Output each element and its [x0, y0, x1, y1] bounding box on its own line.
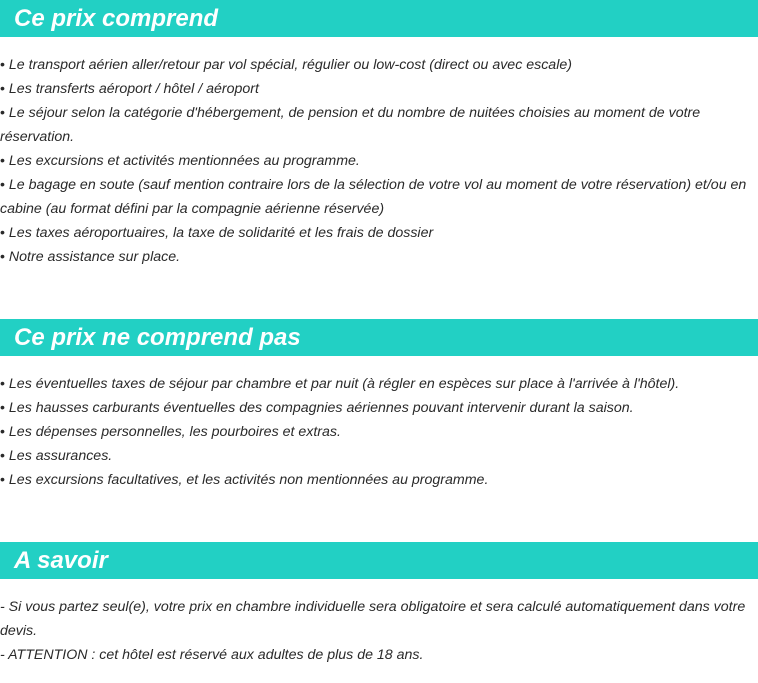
list-item: • Les transferts aéroport / hôtel / aéroport: [0, 81, 259, 97]
list-item: • Les taxes aéroportuaires, la taxe de solidarité et les frais de dossier: [0, 225, 434, 241]
section-included: [0, 0, 758, 269]
included-list: [0, 53, 758, 269]
section-heading-not-included: Ce prix ne comprend pas: [0, 319, 758, 356]
list-item: • Le transport aérien aller/retour par vol spécial, régulier ou low-cost (direct ou avec escale): [0, 57, 572, 73]
list-item: - ATTENTION : cet hôtel est réservé aux adultes de plus de 18 ans.: [0, 647, 424, 663]
bullet-icon: •: [0, 225, 5, 241]
list-item: • Les assurances.: [0, 448, 113, 464]
list-item: • Les hausses carburants éventuelles des compagnies aériennes pouvant intervenir durant la saison.: [0, 400, 634, 416]
not-included-list: [0, 372, 758, 492]
bullet-icon: •: [0, 105, 5, 121]
section-heading-included: Ce prix comprend: [0, 0, 758, 37]
list-item: • Les excursions facultatives, et les activités non mentionnées au programme.: [0, 472, 489, 488]
list-item: • Le séjour selon la catégorie d'hébergement, de pension et du nombre de nuitées choisies au moment de votre réservation.: [0, 105, 701, 145]
bullet-icon: •: [0, 153, 5, 169]
bullet-icon: •: [0, 472, 5, 488]
section-heading-good-to-know: A savoir: [0, 542, 758, 579]
section-good-to-know: [0, 542, 758, 667]
list-item: • Les éventuelles taxes de séjour par chambre et par nuit (à régler en espèces sur place à l'arrivée à l'hôtel).: [0, 376, 680, 392]
bullet-icon: •: [0, 57, 5, 73]
bullet-icon: •: [0, 249, 5, 265]
list-item: • Les excursions et activités mentionnées au programme.: [0, 153, 360, 169]
list-item: • Les dépenses personnelles, les pourboires et extras.: [0, 424, 341, 440]
bullet-icon: •: [0, 448, 5, 464]
list-item: • Le bagage en soute (sauf mention contraire lors de la sélection de votre vol au moment de votre réservation) et/ou en cabine (au format défini par la compagnie aérienne réservée): [0, 177, 747, 217]
bullet-icon: •: [0, 400, 5, 416]
good-to-know-list: [0, 595, 758, 667]
section-not-included: [0, 319, 758, 492]
list-item: - Si vous partez seul(e), votre prix en chambre individuelle sera obligatoire et sera calculé automatiquement dans votre devis.: [0, 599, 746, 639]
bullet-icon: •: [0, 424, 5, 440]
bullet-icon: •: [0, 81, 5, 97]
list-item: • Notre assistance sur place.: [0, 249, 181, 265]
bullet-icon: •: [0, 177, 5, 193]
bullet-icon: •: [0, 376, 5, 392]
